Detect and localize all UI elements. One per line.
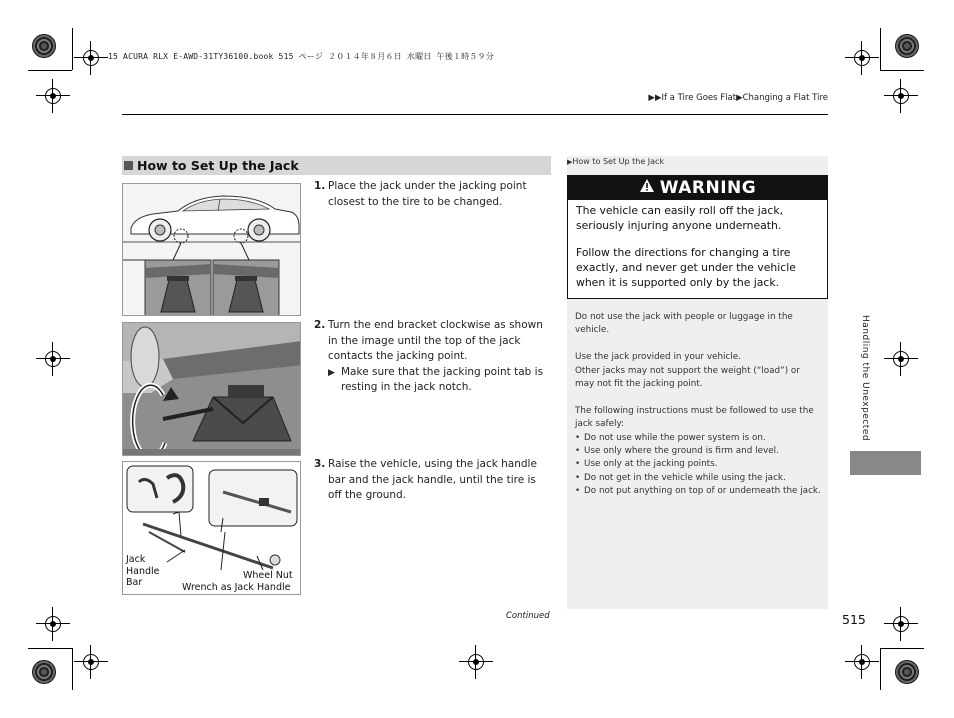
note-paragraph: Do not use the jack with people or luggage in the vehicle. bbox=[575, 312, 793, 336]
step-text: Raise the vehicle, using the jack handle bar and the jack handle, until the tire is off the ground. bbox=[328, 458, 537, 501]
step-text: Turn the end bracket clockwise as shown in the image until the top of the jack contacts the jacking point. bbox=[328, 319, 543, 362]
figure-turn-jack-bracket bbox=[122, 322, 301, 456]
crop-mark bbox=[72, 648, 73, 690]
warning-triangle-icon bbox=[639, 178, 655, 198]
registration-mark-icon bbox=[890, 85, 912, 107]
registration-mark-icon bbox=[80, 651, 102, 673]
crop-mark bbox=[880, 28, 881, 70]
registration-mark-icon bbox=[465, 651, 487, 673]
step-number: 1. bbox=[314, 180, 326, 192]
registration-mark-icon bbox=[890, 613, 912, 635]
registration-mark-icon bbox=[42, 613, 64, 635]
breadcrumb: ▶▶If a Tire Goes Flat▶Changing a Flat Tire bbox=[648, 93, 828, 103]
crop-mark bbox=[880, 648, 881, 690]
side-reference bbox=[567, 156, 664, 166]
chapter-tab-label: Handling the Unexpected bbox=[860, 315, 870, 442]
side-reference-text: How to Set Up the Jack bbox=[572, 157, 665, 166]
warning-header bbox=[568, 176, 827, 200]
note-line: Use the jack provided in your vehicle. bbox=[575, 352, 741, 363]
triangle-right-icon: ▶ bbox=[328, 367, 335, 378]
step-subnote bbox=[314, 365, 552, 396]
registration-disc-icon bbox=[895, 34, 919, 58]
page-number: 515 bbox=[842, 612, 866, 627]
step-1 bbox=[314, 179, 528, 210]
note-paragraph bbox=[575, 351, 821, 391]
crop-mark bbox=[28, 70, 72, 71]
crop-mark bbox=[28, 648, 72, 649]
warning-paragraph-2: Follow the directions for changing a tire exactly, and never get under the vehicle when it is supported only by the jack. bbox=[576, 246, 796, 289]
registration-mark-icon bbox=[42, 348, 64, 370]
step-subnote-text: Make sure that the jacking point tab is resting in the jack notch. bbox=[341, 365, 544, 393]
note-bullet: • Do not get in the vehicle while using the jack. bbox=[575, 472, 821, 485]
section-square-icon bbox=[124, 161, 133, 170]
crop-mark bbox=[880, 648, 924, 649]
reference-arrow-icon: ▶ bbox=[567, 158, 573, 166]
registration-mark-icon bbox=[851, 47, 873, 69]
registration-disc-icon bbox=[32, 34, 56, 58]
registration-mark-icon bbox=[851, 651, 873, 673]
registration-mark-icon bbox=[42, 85, 64, 107]
label-jack-handle-bar: Jack Handle Bar bbox=[126, 554, 160, 588]
registration-disc-icon bbox=[895, 660, 919, 684]
continued-label: Continued bbox=[506, 611, 550, 621]
step-number: 2. bbox=[314, 319, 326, 331]
figure-jacking-points bbox=[122, 183, 301, 316]
note-bullet: • Use only where the ground is firm and level. bbox=[575, 445, 821, 458]
figure-jack-handle bbox=[122, 461, 301, 595]
note-paragraph: The following instructions must be followed to use the jack safely: bbox=[575, 405, 814, 430]
step-number: 3. bbox=[314, 458, 326, 470]
step-2 bbox=[314, 318, 552, 396]
header-rule bbox=[122, 114, 828, 115]
section-header bbox=[122, 156, 551, 175]
label-wrench-as-jack-handle: Wrench as Jack Handle bbox=[182, 582, 291, 593]
note-bullet: • Do not use while the power system is on. bbox=[575, 432, 821, 445]
jack-turning-illustration bbox=[123, 323, 301, 456]
step-text: Place the jack under the jacking point closest to the tire to be changed. bbox=[328, 180, 527, 208]
note-bullet: • Do not put anything on top of or underneath the jack. bbox=[575, 485, 821, 498]
warning-paragraph-1: The vehicle can easily roll off the jack, seriously injuring anyone underneath. bbox=[576, 204, 784, 232]
note-line: Other jacks may not support the weight (“load”) or may not fit the jacking point. bbox=[575, 365, 800, 390]
print-book-line: 15 ACURA RLX E-AWD-31TY36100.book 515 ページ ２０１４年８月６日 水曜日 午後１時５９分 bbox=[108, 52, 494, 61]
label-wheel-nut: Wheel Nut bbox=[243, 570, 293, 581]
warning-title: WARNING bbox=[659, 178, 757, 198]
registration-mark-icon bbox=[890, 348, 912, 370]
car-jacking-points-illustration bbox=[123, 184, 301, 316]
warning-box bbox=[567, 175, 828, 299]
registration-disc-icon bbox=[32, 660, 56, 684]
note-bullet: • Use only at the jacking points. bbox=[575, 458, 821, 471]
crop-mark bbox=[880, 70, 924, 71]
chapter-tab-marker bbox=[850, 451, 921, 475]
side-notes bbox=[575, 311, 821, 499]
section-title: How to Set Up the Jack bbox=[137, 158, 299, 173]
registration-mark-icon bbox=[80, 47, 102, 69]
step-3 bbox=[314, 457, 552, 504]
crop-mark bbox=[72, 28, 73, 70]
